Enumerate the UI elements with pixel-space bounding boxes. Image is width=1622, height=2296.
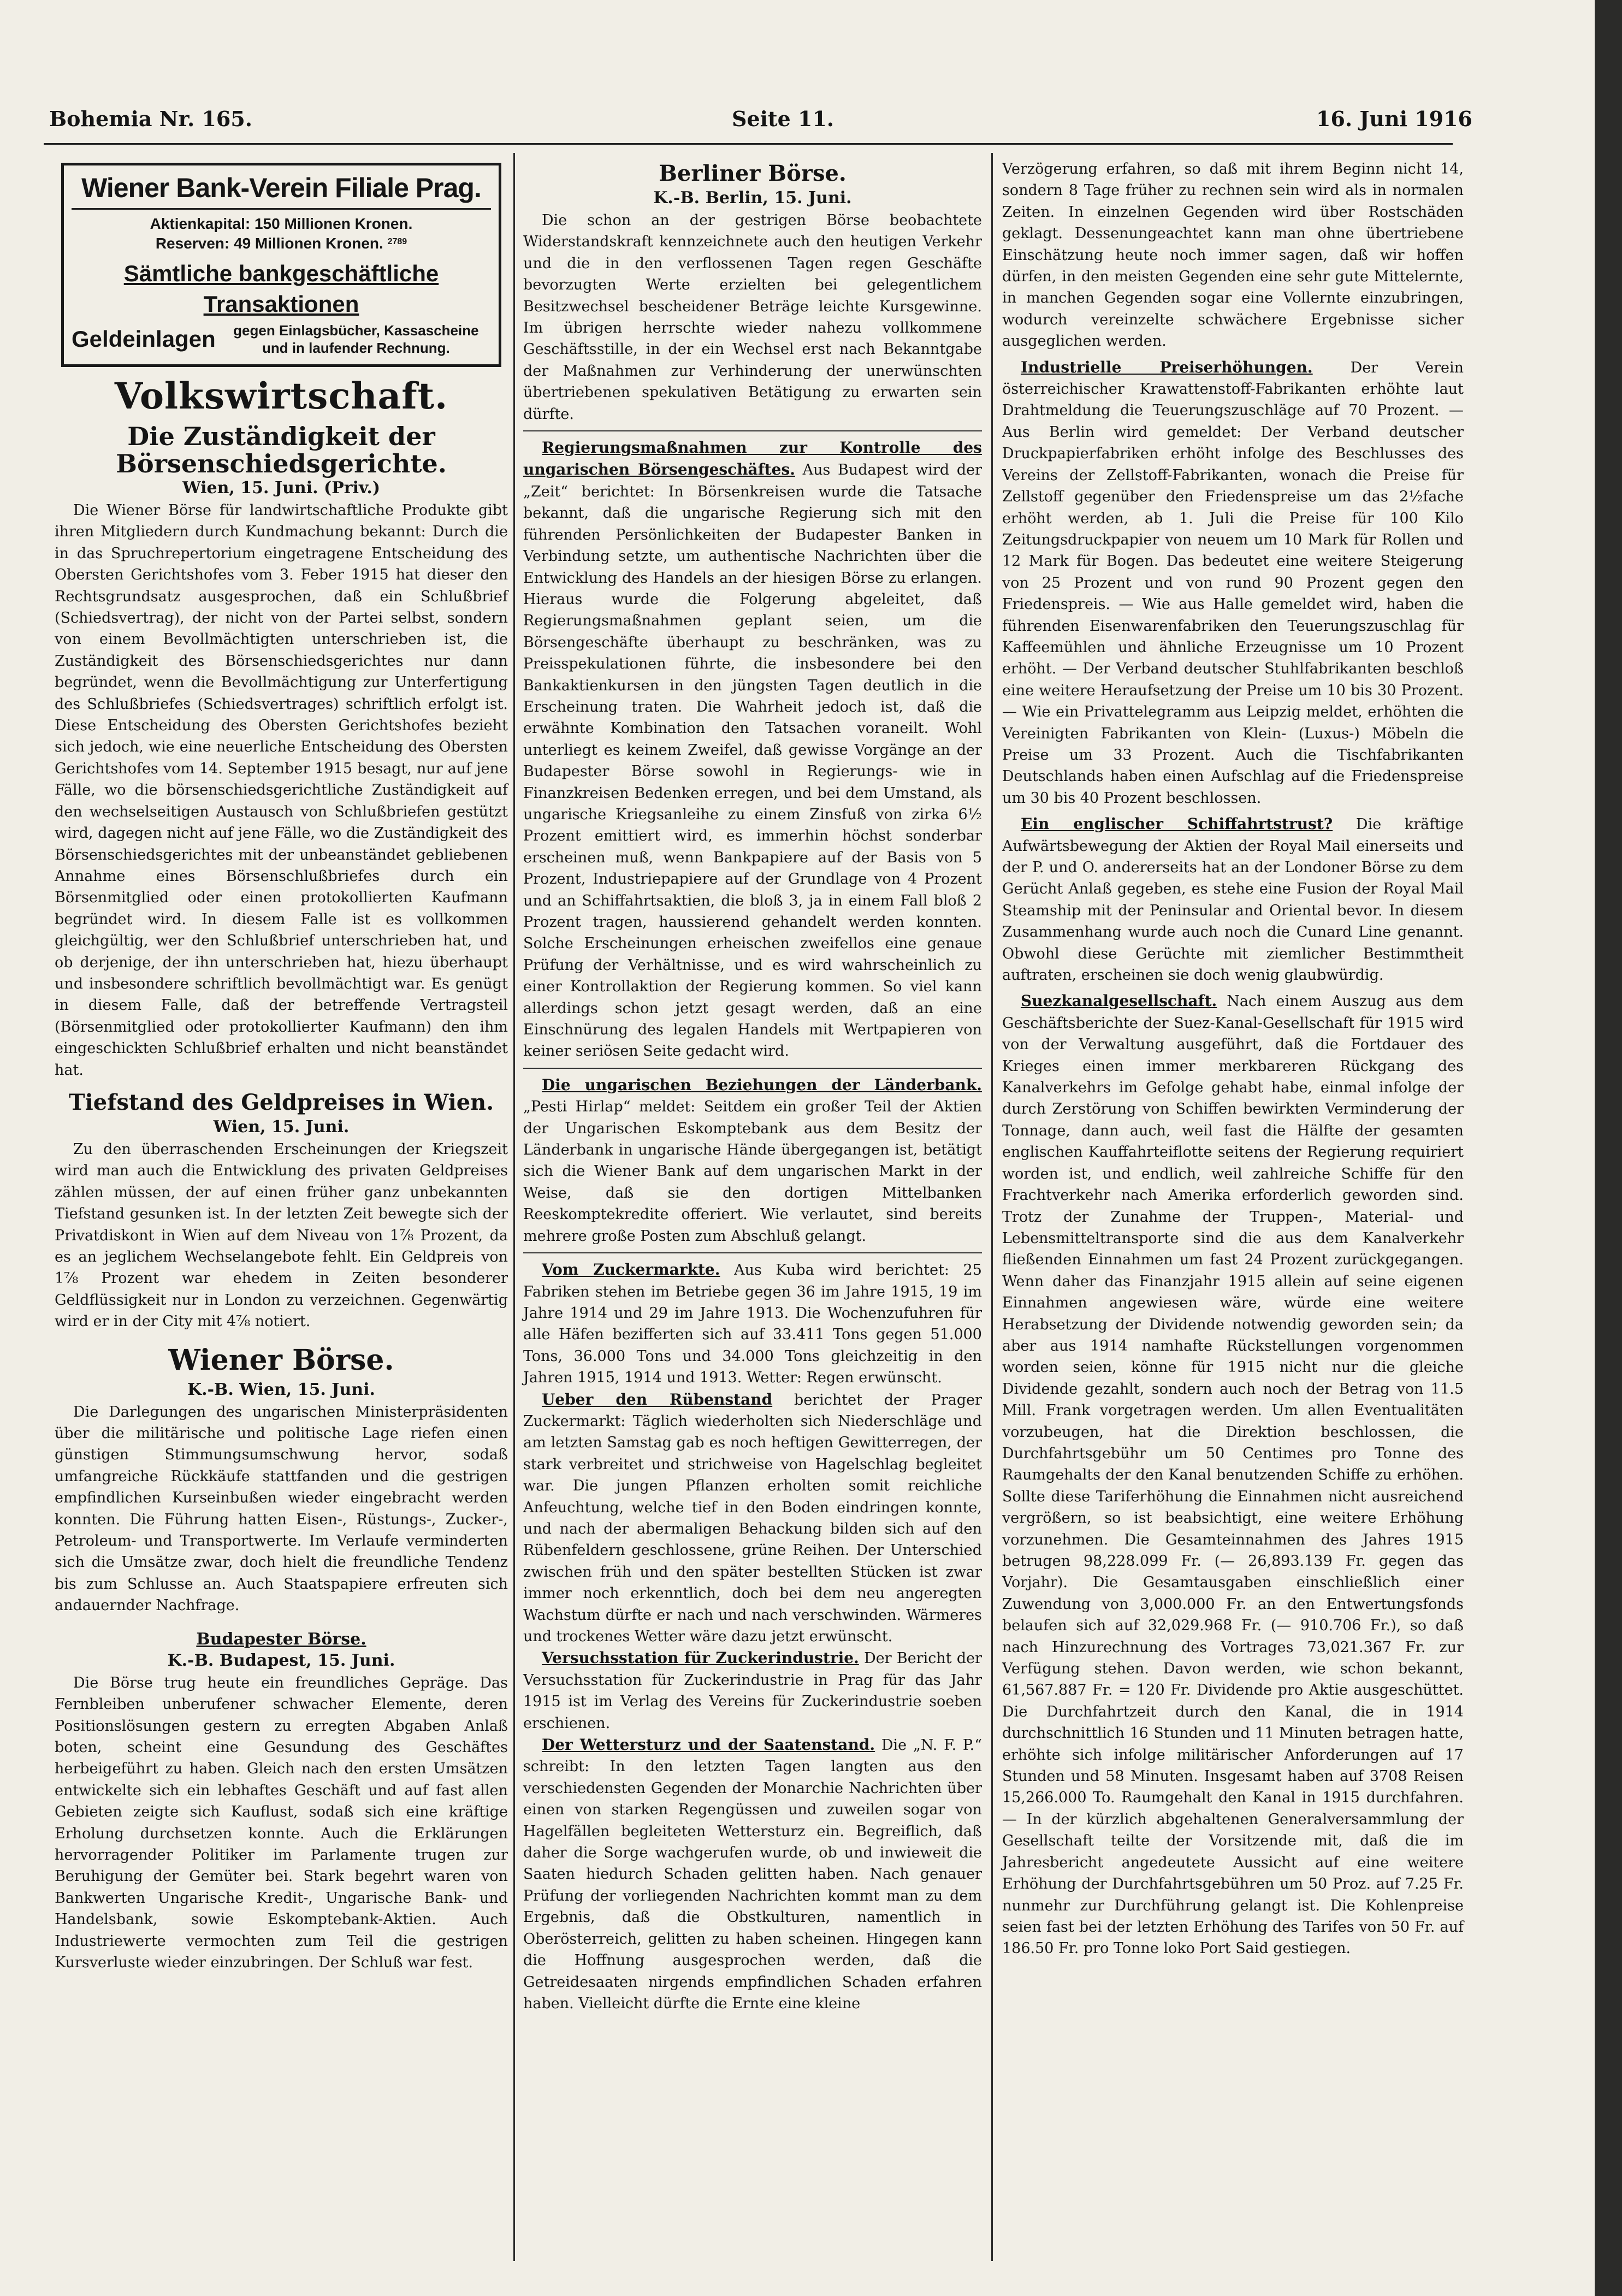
bank-advertisement [61, 163, 501, 367]
news-item: Regierungsmaßnahmen zur Kontrolle des ungarischen Börsengeschäftes. Aus Budapest wird der „Zeit“ berichtet: In Börsenkreisen wurde die Tatsache bekannt, daß die ungarische Regierung sich mit den führenden Persönlichkeiten der Budapester Banken in Verbindung setzte, um authentische Nachrichten über die Entwicklung des Handels an der hiesigen Börse zu erlangen. Hieraus wurde die Folgerung abgeleitet, daß Regierungsmaßnahmen geplant seien, um die Börsengeschäfte überhaupt zu beschränken, was zu Preisspekulationen führte, die insbesondere bei den Bankaktienkursen in den jüngsten Tagen deutlich in die Erscheinung traten. Die Wahrheit jedoch ist, daß die erwähnte Kombination den Tatsachen voraneilt. Wohl unterliegt es keinem Zweifel, daß gewisse Vorgänge an der Budapester Börse sowohl in Regierungs- wie in Finanzkreisen Bedenken erregen, und bei dem Umstand, als ungarische Kriegsanleihe zu einem Zinsfuß von zirka 6½ Prozent emittiert wird, es immerhin höchst sonderbar erscheinen muß, wenn Bankpapiere auf der Basis von 5 Prozent, Industriepapiere auf der Grundlage von 4 Prozent und an Schiffahrtsaktien, die bloß 3, ja in einem Fall bloß 2 Prozent tragen, haussierend gehandelt werden konnten. Solche Erscheinungen erheischen zweifellos eine genaue Prüfung der Verhältnisse, und es wird wahrscheinlich zu einer Kontrollaktion der Regierung kommen. So viel kann allerdings schon jetzt gesagt werden, daß an eine Einschnürung des legalen Handels mit Wertpapieren von keiner seriösen Seite gedacht wird. [523, 439, 982, 1060]
article-title: Wiener Börse. [168, 1343, 394, 1377]
header-issue: Bohemia Nr. 165. [49, 106, 253, 131]
article-body-continued: Verzögerung erfahren, so daß mit ihrem Beginn nicht 14, sondern 8 Tage früher zu rechnen sein wird als in normalen Zeiten. In einzelnen Gegenden wird über Rostschäden geklagt. Dessenungeachtet kann man ohne übertriebene Einschätzung heute noch immer sagen, daß wir hoffen dürfen, in den meisten Gegenden eine sehr gute Mittelernte, in manchen Gegenden sogar eine Vollernte einzubringen, wodurch vereinzelte schwächere Ergebnisse sicher ausgeglichen werden. [1002, 161, 1464, 350]
article-body: Die Börse trug heute ein freundliches Gepräge. Das Fernbleiben unberufener schwacher Elemente, deren Positionslösungen gestern zu erregten Abgaben Anlaß boten, scheint eine Gesundung des Geschäftes herbeigeführt zu haben. Gleich nach den ersten Umsätzen entwickelte sich ein lebhaftes Geschäft und auf fast allen Gebieten zeigte sich Kauflust, sodaß sich eine kräftige Erholung durchsetzen konnte. Auch die Erklärungen hervorragender Politiker im Parlamente trugen zur Beruhigung der Gemüter bei. Stark begehrt waren von Bankwerten Ungarische Kredit-, Ungarische Bank- und Handelsbank, sowie Eskomptebank-Aktien. Auch Industriewerte vermochten zum Teil die gestrigen Kursverluste wieder einzubringen. Der Schluß war fest. [55, 1674, 508, 1971]
divider [523, 1252, 982, 1253]
news-item-head: Versuchsstation für Zuckerindustrie. [542, 1649, 859, 1667]
article-dateline: K.-B. Wien, 15. Juni. [187, 1380, 375, 1399]
news-item-head: Ueber den Rübenstand [542, 1390, 773, 1409]
section-title: Volkswirtschaft. [114, 375, 448, 417]
ad-code: 2789 [387, 237, 407, 246]
news-item: Versuchsstation für Zuckerindustrie. Der Bericht der Versuchsstation für Zuckerindustrie in Prag für das Jahr 1915 ist im Verlag des Vereins für Zuckerindustrie soeben erschienen. [523, 1649, 982, 1732]
ad-capital: Aktienkapital: 150 Millionen Kronen. [150, 215, 413, 232]
column-rule-1 [513, 153, 515, 2261]
column-1 [55, 158, 508, 1973]
news-item: Ein englischer Schiffahrtstrust? Die kräftige Aufwärtsbewegung der Aktien der Royal Mail einerseits und der P. und O. andererseits hat an der Londoner Börse zu dem Gerücht Anlaß gegeben, es stehe eine Fusion der Royal Mail Steamship mit der Peninsular and Oriental bevor. In diesem Zusammenhang wurde auch noch die Cunard Line genannt. Obwohl diese Gerüchte mit ziemlicher Bestimmtheit auftraten, erscheinen sie doch wenig glaubwürdig. [1002, 815, 1464, 984]
news-item-head: Der Wettersturz und der Saatenstand. [542, 1736, 875, 1754]
news-item-head: Ein englischer Schiffahrtstrust? [1021, 815, 1333, 833]
ad-services: Sämtliche bankgeschäftliche Transaktionen [123, 261, 439, 317]
ad-deposits-label: Geldeinlagen [72, 326, 216, 352]
article-title: Budapester Börse. [196, 1629, 366, 1649]
divider [523, 430, 982, 431]
divider [523, 1068, 982, 1069]
news-item-head: Industrielle Preiserhöhungen. [1021, 358, 1313, 376]
article-dateline: Wien, 15. Juni. (Priv.) [182, 478, 381, 498]
column-3 [1002, 158, 1464, 1960]
news-item: Suezkanalgesellschaft. Nach einem Auszug aus dem Geschäftsberichte der Suez-Kanal-Gesellschaft für 1915 wird von der Verwaltung ausgeführt, daß die Fortdauer des Krieges einen immer merkbareren Rückgang des Kanalverkehrs im Gefolge gehabt habe, einmal infolge der durch Zerstörung von Schiffen bewirkten Verminderung der Tonnage, dann auch, weil fast die Hälfte der gesamten englischen Kauffahrteiflotte seitens der Regierung requiriert worden ist, und endlich, weil zahlreiche Schiffe für den Frachtverkehr nach Amerika erforderlich geworden sind. Trotz der Zunahme der Truppen-, Material- und Lebensmitteltransporte sind die aus dem Kanalverkehr fließenden Einnahmen um fast 24 Prozent zurückgegangen. Wenn daher das Finanzjahr 1915 allein auf seine eigenen Einnahmen angewiesen wäre, würde eine weitere Herabsetzung der Dividende notwendig geworden sein; da aber aus 1914 namhafte Rückstellungen vorgenommen worden seien, könne für 1915 nicht nur die gleiche Dividende gezahlt, sondern auch noch der Betrag von 11.5 Mill. Frank vorgetragen werden. Um allen Eventualitäten vorzubeugen, hat die Direktion beschlossen, die Durchfahrtsgebühr um 50 Centimes pro Tonne des Raumgehalts der den Kanal benutzenden Schiffe zu erhöhen. Sollte diese Tariferhöhung die Einnahmen nicht ausreichend vergrößern, so ist beabsichtigt, eine weitere Erhöhung vorzunehmen. Die Gesamteinnahmen des Jahres 1915 betrugen 98,228.099 Fr. (— 26,893.139 Fr. gegen das Vorjahr). Die Gesamtausgaben einschließlich einer Zuwendung von 3,000.000 Fr. an den Entwertungsfonds belaufen sich auf 32,029.968 Fr. (— 910.706 Fr.), so daß nach Hinzurechnung des Vortrages 73,021.367 Fr. zur Verfügung stehen. Davon werden, wie schon bekannt, 61,567.887 Fr. = 120 Fr. Dividende pro Aktie ausgeschüttet. Die Durchfahrtzeit durch den Kanal, die in 1914 durchschnittlich 16 Stunden und 11 Minuten betragen hatte, erhöhte sich infolge militärischer Anforderungen auf 17 Stunden und 58 Minuten. Insgesamt haben auf 3708 Reisen 15,266.000 To. Raumgehalt den Kanal in 1915 durchfahren. — In der kürzlich abgehaltenen Generalversammlung der Gesellschaft teilte der Vorsitzende mit, daß die im Jahresbericht angedeutete Aussicht auf eine weitere Erhöhung der Durchfahrtsgebühren um 50 Proz. auf 7.25 Fr. nunmehr zur Durchführung gelangt ist. Die Kohlenpreise seien fast bei der letzten Erhöhung des Tarifes von 50 Fr. auf 186.50 Fr. pro Tonne loko Port Said gestiegen. [1002, 992, 1464, 1957]
column-rule-2 [991, 153, 993, 2261]
news-item-head: Suezkanalgesellschaft. [1021, 992, 1217, 1010]
article-dateline: K.-B. Budapest, 15. Juni. [167, 1650, 395, 1670]
news-item-head: Vom Zuckermarkte. [542, 1261, 720, 1279]
ad-reserves: Reserven: 49 Millionen Kronen. $^{2789}$ [155, 235, 407, 252]
scan-edge [1595, 0, 1622, 2296]
article-title: Tiefstand des Geldpreises in Wien. [68, 1089, 494, 1115]
article-body: Zu den überraschenden Erscheinungen der Kriegszeit wird man auch die Entwicklung des privaten Geldpreises zählen müssen, der auf einen früher ganz unbekannten Tiefstand gesunken ist. In der letzten Zeit bewegte sich der Privatdiskont in Wien auf dem Niveau von 1⅞ Prozent, da es an jeglichem Wechselangebote fehlt. Ein Geldpreis von 1⅞ Prozent war ehedem in Zeiten besonderer Geldflüssigkeit nur in London zu verzeichnen. Gegenwärtig wird er in der City mit 4⅞ notiert. [55, 1140, 508, 1330]
news-item: Ueber den Rübenstand berichtet der Prager Zuckermarkt: Täglich wiederholten sich Niederschläge und am letzten Samstag gab es noch heftigen Gewitterregen, der stark verbreitet und strichweise von Hagelschlag begleitet war. Die jungen Pflanzen erholten somit reichliche Anfeuchtung, welche tief in den Boden eindringen konnte, und nach der abermaligen Behackung bilden sich auf den Rübenfeldern geschlossene, grüne Reihen. Der Unterschied zwischen früh und den später bestellten Stücken ist zwar immer noch erkenntlich, doch bei dem neu angeregten Wachstum dürfte er nach und nach verschwinden. Wärmeres und trockenes Wetter wäre dazu jetzt erwünscht. [523, 1390, 982, 1645]
article-body: Die Wiener Börse für landwirtschaftliche Produkte gibt ihren Mitgliedern durch Kundmachung bekannt: Durch die in das Spruchrepertorium eingetragene Entscheidung des Obersten Gerichtshofes vom 3. Feber 1915 hat dieser den Rechtsgrundsatz ausgesprochen, daß ein Schlußbrief (Schiedsvertrag), der nicht von der Partei selbst, sondern von einem Bevollmächtigten unterschrieben ist, die Zuständigkeit des Börsenschiedsgerichtes nur dann begründet, wenn die Bevollmächtigung zur Unterfertigung des Schlußbriefes (Schiedsvertrages) schriftlich erfolgt ist. Diese Entscheidung des Obersten Gerichtshofes bezieht sich jedoch, wie eine neuerliche Entscheidung des Obersten Gerichtshofes vom 14. September 1915 besagt, nur auf jene Fälle, wo die börsenschiedsgerichtliche Zuständigkeit auf den wechselseitigen Austausch von Schlußbriefen gestützt wird, dagegen nicht auf jene Fälle, wo die Zuständigkeit des Börsenschiedsgerichtes mit der unbeanständet gebliebenen Annahme eines Börsenschlußbriefes durch ein Börsenmitglied oder einen protokollierten Kaufmann begründet wird. In diesem Falle ist es vollkommen gleichgültig, wer den Schlußbrief unterschrieben hat, und ob derjenige, der ihn unterschrieben hat, hiezu überhaupt und insbesondere schriftlich bevollmächtigt war. Es genügt in diesem Falle, daß der betreffende Vertragsteil (Börsenmitglied oder protokollierter Kaufmann) den ihm eingeschickten Schlußbrief erhalten und nicht beanständet hat. [55, 502, 508, 1079]
news-item: Die ungarischen Beziehungen der Länderbank. „Pesti Hirlap“ meldet: Seitdem ein großer Teil der Aktien der Ungarischen Eskomptebank aus dem Besitz der Länderbank in ungarische Hände übergegangen ist, betätigt sich die Wiener Bank auf dem ungarischen Markt in der Weise, daß sie den dortigen Mittelbanken Reeskomptekredite offeriert. Wie verlautet, sind bereits mehrere große Posten zum Abschluß gelangt. [523, 1075, 982, 1245]
header-date: 16. Juni 1916 [1316, 106, 1473, 131]
ad-deposits [72, 322, 491, 357]
news-item: Der Wettersturz und der Saatenstand. Die „N. F. P.“ schreibt: In den letzten Tagen langten aus den verschiedensten Gegenden der Monarchie Nachrichten über einen von starken Regengüssen und zuweilen sogar von Hagelfällen begleiteten Wettersturz ein. Begreiflich, daß daher die Sorge wachgerufen wurde, ob und inwieweit die Saaten hiedurch Schaden gelitten haben. Nach genauer Prüfung der vorliegenden Nachrichten kommt man zu dem Ergebnis, daß die Obstkulturen, namentlich in Oberösterreich, gelitten zu haben scheinen. Hingegen kann die Hoffnung ausgesprochen werden, daß die Getreidesaaten nirgends empfindlichen Schaden erfahren haben. Vielleicht dürfte die Ernte eine kleine [523, 1736, 982, 2012]
article-title: Die Zuständigkeit der Börsenschiedsgerichte. [116, 422, 447, 478]
article-body: Die schon an der gestrigen Börse beobachtete Widerstandskraft kennzeichnete auch den heutigen Verkehr und die in den verflossenen Tagen regen Geschäfte bevorzugten Werte erzielten bei gelegentlichem Besitzwechsel bescheidener Beträge leichte Kursgewinne. Im übrigen herrschte wieder nahezu vollkommene Geschäftsstille, in der ein Wechsel erst nach Bekanntgabe der Maßnahmen zur Verhinderung der unerwünschten übertriebenen spekulativen Betätigung zu erwarten sein dürfte. [523, 212, 982, 423]
news-item-head: Regierungsmaßnahmen zur Kontrolle des ungarischen Börsengeschäftes. [523, 439, 982, 479]
ad-title: Wiener Bank-Verein Filiale Prag. [72, 171, 491, 210]
article-dateline: K.-B. Berlin, 15. Juni. [653, 188, 852, 208]
article-title: Berliner Börse. [659, 161, 846, 186]
header-page-number: Seite 11. [732, 106, 834, 131]
ad-deposits-text: gegen Einlagsbücher, Kassascheine und in laufender Rechnung. [233, 322, 479, 356]
news-item: Vom Zuckermarkte. Aus Kuba wird berichtet: 25 Fabriken stehen im Betriebe gegen 36 im Jahre 1915, 19 im Jahre 1914 und 29 im Jahre 1913. Die Wochenzufuhren für alle Häfen bezifferten sich auf 33.411 Tons gegen 51.000 Tons, 36.000 Tons und 34.000 Tons gleichzeitig in den Jahren 1915, 1914 und 1913. Wetter: Regen erwünscht. [523, 1261, 982, 1387]
header-rule [44, 143, 1453, 145]
column-2 [523, 158, 982, 2014]
article-body: Die Darlegungen des ungarischen Ministerpräsidenten über die militärische und politische Lage riefen einen günstigen Stimmungsumschwung hervor, sodaß umfangreiche Rückkäufe stattfanden und die gestrigen empfindlichen Kurseinbußen wieder eingebracht werden konnten. Die Führung hatten Eisen-, Rüstungs-, Zucker-, Petroleum- und Transportwerte. Im Verlaufe verminderten sich die Umsätze zwar, doch hielt die freundliche Tendenz bis zum Schlusse an. Auch Staatspapiere erfreuten sich andauernder Nachfrage. [55, 1403, 508, 1614]
news-item: Industrielle Preiserhöhungen. Der Verein österreichischer Krawattenstoff-Fabrikanten erhöhte laut Drahtmeldung die Teuerungszuschläge auf 70 Prozent. — Aus Berlin wird gemeldet: Der Verband deutscher Druckpapierfabriken erhöht infolge des Beschlusses des Vereins der Zellstoff-Fabrikanten, wonach die Preise für Zellstoff gegenüber den Friedenspreise um das 2½fache erhöht werden, ab 1. Juli die Preise für 100 Kilo Zeitungsdruckpapier von neuem um 10 Mark für Rollen und 12 Mark für Bogen. Das bedeutet eine weitere Steigerung von 25 Prozent und von rund 90 Prozent gegen den Friedenspreis. — Wie aus Halle gemeldet wird, haben die führenden Eisenwarenfabriken den Teuerungszuschlag für Kaffeemühlen und ähnliche Erzeugnisse um 10 Prozent erhöht. — Der Verband deutscher Stuhlfabrikanten beschloß eine weitere Heraufsetzung der Preise um 10 bis 30 Prozent. — Wie ein Privattelegramm aus Leipzig meldet, erhöhten die Vereinigten Fabrikanten von Klein- (Luxus-) Möbeln die Preise um 33 Prozent. Auch die Tischfabrikanten Deutschlands haben einen Aufschlag auf die Friedenspreise um 30 bis 40 Prozent beschlossen. [1002, 358, 1464, 807]
news-item-head: Die ungarischen Beziehungen der Länderbank. [542, 1075, 982, 1094]
article-dateline: Wien, 15. Juni. [213, 1117, 350, 1137]
